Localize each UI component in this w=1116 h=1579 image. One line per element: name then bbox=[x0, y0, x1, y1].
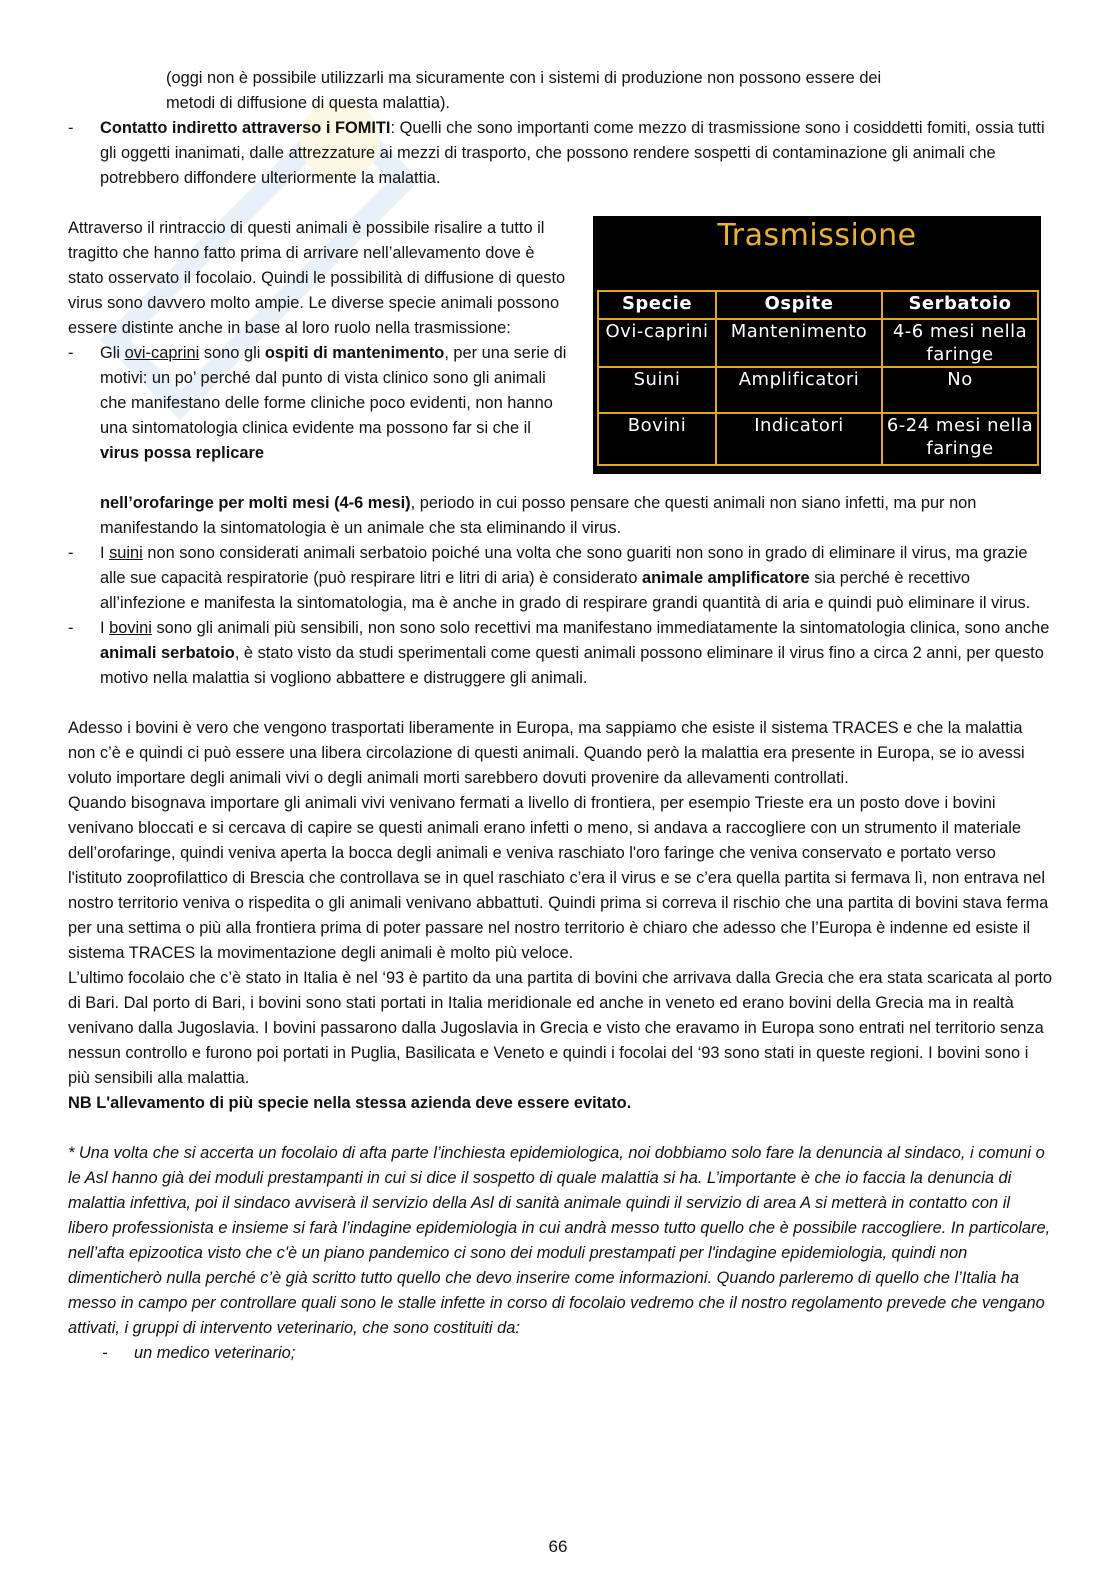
table-cell: Bovini bbox=[598, 413, 716, 465]
bullet-dash: - bbox=[68, 544, 74, 562]
continuation-line-2: metodi di diffusione di questa malattia). bbox=[166, 94, 450, 112]
table-header-row bbox=[598, 291, 1038, 319]
intro-column bbox=[68, 216, 568, 466]
trasmissione-figure bbox=[593, 216, 1041, 474]
page-number: 66 bbox=[548, 1537, 568, 1556]
header-specie: Specie bbox=[598, 291, 716, 319]
main-section bbox=[68, 491, 1053, 1366]
italic-paragraph: * Una volta che si accerta un focolaio di afta parte l’inchiesta epidemiologica, noi dobbiamo solo fare la denuncia al sindaco, i comuni o le Asl hanno già dei moduli prestampanti in cui si dice il sospetto di quale malattia si ha. L’importante è che io faccia la denuncia di malattia infettiva, poi il sindaco avviserà il servizio della Asl di sanità animale quindi il servizio di area A si metterà in contatto con il libero professionista e insieme si farà l’indagine epidemiologia in cui andrà messo tutto quello che è possibile raccogliere. In particolare, nell’afta epizootica visto che c'è un piano pandemico ci sono dei moduli prestampati per l'indagine epidemiologia, quindi non dimenticherò nulla perché c’è già scritto tutto quello che devo inserire come informazioni. Quando parleremo di quello che l’Italia ha messo in campo per controllare quali sono le stalle infette in corso di focolaio vedremo che il nostro regolamento prevede che vengano attivati, i gruppi di intervento veterinario, che sono costituiti da: bbox=[68, 1144, 1051, 1337]
list-item-bovini: - I bovini sono gli animali più sensibili, non sono solo recettivi ma manifestano immediatamente la sintomatologia clinica, sono anche animali serbatoio, è stato visto da studi sperimentali come questi animali possono eliminare il virus fino a circa 2 anni, per questo motivo nella malattia si vogliono abbattere e distruggere gli animali. bbox=[68, 616, 1053, 691]
bullet-dash: - bbox=[68, 344, 74, 362]
italic-list-item: - un medico veterinario; bbox=[68, 1341, 1053, 1366]
fomiti-text: : Quelli che sono importanti come mezzo di trasmissione sono i cosiddetti fomiti, ossia tutti gli oggetti inanimati, dalle attrezzature ai mezzi di trasporto, che possono rendere sospetti di contaminazione gli animali che potrebbero diffondere ulteriormente la malattia. bbox=[100, 119, 1045, 187]
fomiti-heading: Contatto indiretto attraverso i FOMITI bbox=[100, 119, 391, 137]
bullet-dash: - bbox=[102, 1344, 108, 1362]
paragraph-traces: Adesso i bovini è vero che vengono trasportati liberamente in Europa, ma sappiamo che esiste il sistema TRACES e che la malattia non c’è e quindi ci può essere una libera circolazione di questi animali. Quando però la malattia era presente in Europa, se io avessi voluto importare degli animali vivi o degli animali morti sarebbero dovuti provenire da allevamenti controllati. bbox=[68, 719, 1025, 787]
intro-paragraph: Attraverso il rintraccio di questi animali è possibile risalire a tutto il tragitto che hanno fatto prima di arrivare nell’allevamento dove è stato osservato il focolaio. Quindi le possibilità di diffusione di questo virus sono davvero molto ampie. Le diverse specie animali possono essere distinte anche in base al loro ruolo nella trasmissione: bbox=[68, 219, 566, 337]
table-cell: Amplificatori bbox=[716, 367, 882, 413]
table-cell: Mantenimento bbox=[716, 319, 882, 367]
table-row bbox=[598, 413, 1038, 465]
paragraph-focolaio-93: L’ultimo focolaio che c’è stato in Italia è nel ‘93 è partito da una partita di bovini che arrivava dalla Grecia che era stata scaricata al porto di Bari. Dal porto di Bari, i bovini sono stati portati in Italia meridionale ed anche in veneto ed erano bovini della Grecia ma in realtà venivano dalla Jugoslavia. I bovini passarono dalla Jugoslavia in Grecia e visto che eravamo in Europa sono entrati nel territorio senza nessun controllo e furono poi portati in Puglia, Basilicata e Veneto e quindi i focolai del ‘93 sono stati in queste regioni. I bovini sono i più sensibili alla malattia. bbox=[68, 969, 1052, 1087]
ovi-continuation: nell’orofaringe per molti mesi (4-6 mesi), periodo in cui posso pensare che questi animali non siano infetti, ma pur non manifestando la sintomatologia è un animale che sta eliminando il virus. bbox=[100, 494, 977, 537]
header-serbatoio: Serbatoio bbox=[882, 291, 1038, 319]
table-cell: 6-24 mesi nella faringe bbox=[882, 413, 1038, 465]
table-row bbox=[598, 319, 1038, 367]
paragraph-frontiera: Quando bisognava importare gli animali vivi venivano fermati a livello di frontiera, per esempio Trieste era un posto dove i bovini venivano bloccati e si cercava di capire se questi animali erano infetti o meno, si andava a raccogliere con un strumento il materiale dell’orofaringe, quindi veniva aperta la bocca degli animali e veniva raschiato l'oro faringe che veniva conservato e portato verso l'istituto zooprofilattico di Brescia che controllava se in quel raschiato c’era il virus e se c’era quella partita si fermava lì, non entrava nel nostro territorio veniva o rispedita o gli animali venivano abbattuti. Quindi prima si correva il rischio che una partita di bovini stava ferma per una settima o più alla frontiera prima di poter passare nel nostro territorio è chiaro che adesso che l’Europa è indenne ed esiste il sistema TRACES la movimentazione degli animali è molto più veloce. bbox=[68, 794, 1049, 962]
table-cell: Suini bbox=[598, 367, 716, 413]
bullet-dash: - bbox=[68, 119, 74, 137]
list-item-suini: - I suini non sono considerati animali serbatoio poiché una volta che sono guariti non sono in grado di eliminare il virus, ma grazie alle sue capacità respiratorie (può respirare litri e litri di aria) è considerato animale amplificatore sia perché è recettivo all’infezione e manifesta la sintomatologia, ma è anche in grado di respirare grandi quantità di aria e quindi può eliminare il virus. bbox=[68, 541, 1053, 616]
list-item-ovi-caprini-a: - Gli ovi-caprini sono gli ospiti di mantenimento, per una serie di motivi: un po’ perché dal punto di vista clinico sono gli animali che manifestano delle forme cliniche poco evidenti, non hanno una sintomatologia clinica evidente ma possono far si che il virus possa replicare bbox=[68, 341, 568, 466]
table-cell: No bbox=[882, 367, 1038, 413]
figure-title: Trasmissione bbox=[717, 218, 917, 253]
header-ospite: Ospite bbox=[716, 291, 882, 319]
continuation-line-1: (oggi non è possibile utilizzarli ma sicuramente con i sistemi di produzione non possono essere dei bbox=[166, 69, 882, 87]
ovi-caprini-underlined: ovi-caprini bbox=[124, 344, 200, 362]
bullet-dash: - bbox=[68, 619, 74, 637]
table-row bbox=[598, 367, 1038, 413]
trasmissione-table bbox=[597, 290, 1039, 466]
list-item-fomiti bbox=[68, 116, 1053, 191]
top-section bbox=[68, 66, 1053, 191]
table-cell: Ovi-caprini bbox=[598, 319, 716, 367]
table-cell: 4-6 mesi nella faringe bbox=[882, 319, 1038, 367]
table-cell: Indicatori bbox=[716, 413, 882, 465]
nb-note: NB L'allevamento di più specie nella stessa azienda deve essere evitato. bbox=[68, 1094, 632, 1112]
